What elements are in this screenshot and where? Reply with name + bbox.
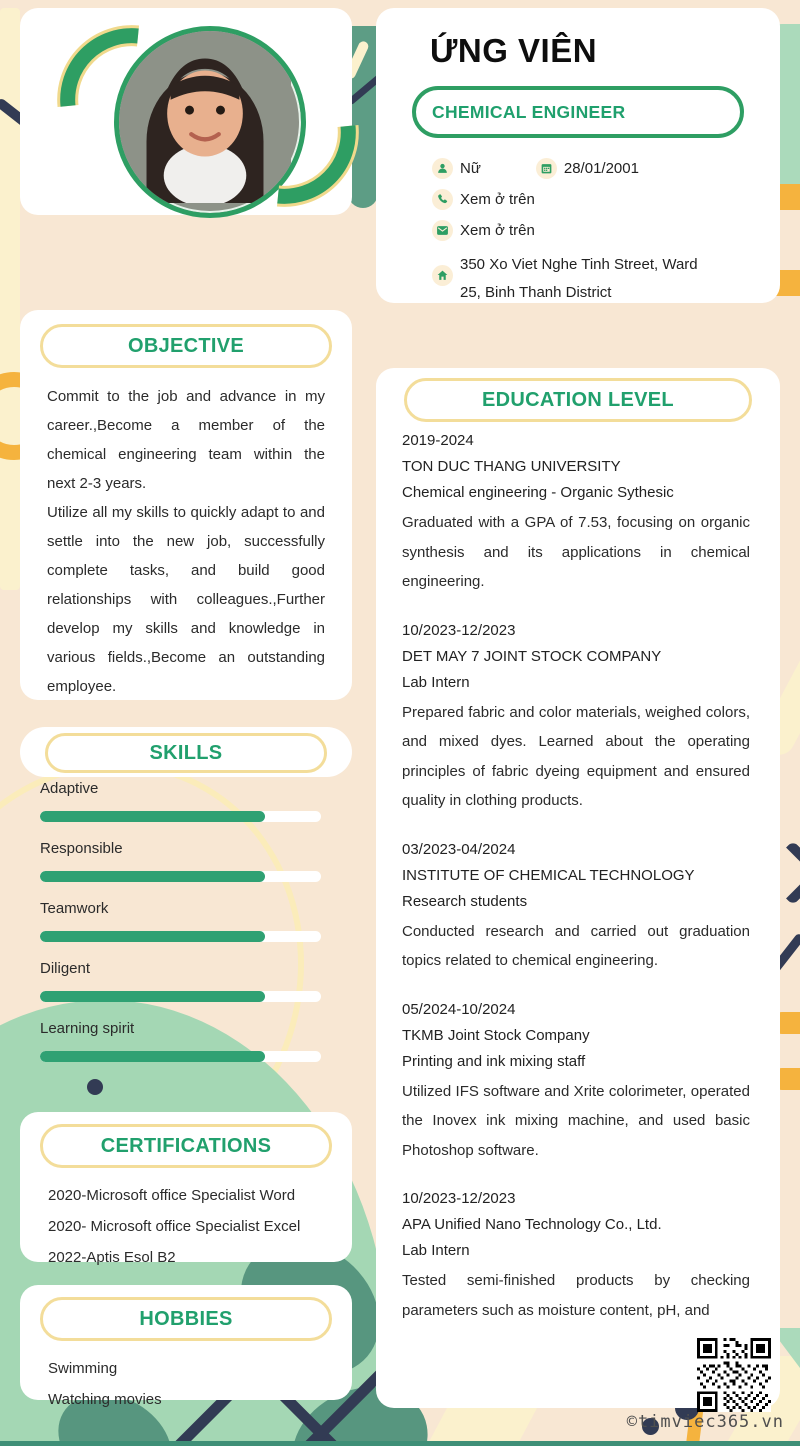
skill-label: Adaptive [40, 780, 99, 797]
skill-item [20, 840, 352, 882]
education-organization: TON DUC THANG UNIVERSITY [402, 458, 621, 475]
phone-value: Xem ở trên [460, 191, 535, 208]
calendar-icon [536, 158, 557, 179]
education-role: Printing and ink mixing staff [402, 1052, 586, 1070]
education-list [376, 422, 780, 1325]
contact-info [432, 158, 780, 307]
education-organization: INSTITUTE OF CHEMICAL TECHNOLOGY [402, 866, 695, 884]
skill-item [20, 900, 352, 942]
qr-code [697, 1338, 771, 1412]
education-organization: TKMB Joint Stock Company [402, 1026, 590, 1044]
objective-paragraph: Utilize all my skills to quickly adapt to and settle into the new job, successfully complete tasks, and build good relationships with colleagues.,Further develop my skills and knowledge in various fields.,Become an outstanding employee. [47, 504, 325, 695]
education-role: Lab Intern [402, 673, 470, 691]
birthday-group [536, 158, 639, 179]
skill-progress-track [40, 811, 321, 822]
skill-label: Diligent [40, 960, 91, 977]
skill-label: Learning spirit [40, 1020, 135, 1037]
education-period: 05/2024-10/2024 [402, 1000, 516, 1018]
photo-frame-arc-top-left [56, 24, 144, 112]
education-role: Chemical engineering - Organic Sythesic [402, 484, 674, 501]
skill-progress-track [40, 1051, 321, 1062]
skill-progress-track [40, 991, 321, 1002]
skill-progress-fill [40, 1051, 265, 1062]
education-period: 10/2023-12/2023 [402, 1190, 516, 1207]
education-description: Utilized IFS software and Xrite colorimeter, operated the Inovex ink mixing machine, and used basic Photoshop software. [402, 1082, 750, 1159]
person-icon [432, 158, 453, 179]
education-description: Graduated with a GPA of 7.53, focusing on organic synthesis and its applications in chemical engineering. [402, 514, 750, 590]
certification-item: 2020-Microsoft office Specialist Word [48, 1187, 296, 1204]
email-icon [432, 220, 453, 241]
watermark: ©timviec365.vn [626, 1412, 784, 1432]
skill-label: Teamwork [40, 900, 109, 917]
contact-row-address [432, 251, 780, 307]
skills-header-pill [45, 733, 327, 773]
photo-frame-arc-bottom-right [272, 120, 360, 208]
decor-bottom-strip [0, 1441, 800, 1446]
objective-title: OBJECTIVE [127, 334, 245, 357]
candidate-name: ỨNG VIÊN [430, 32, 598, 69]
education-entry [402, 428, 750, 597]
skill-item [20, 960, 352, 1002]
address-value: 350 Xo Viet Nghe Tinh Street, Ward 25, Binh Thanh District [460, 256, 698, 301]
certifications-header-pill [40, 1124, 332, 1168]
education-title: EDUCATION LEVEL [482, 388, 674, 411]
education-description: Prepared fabric and color materials, weighed colors, and mixed dyes. Learned about the operating principles of fabric dyeing equipment and ensured quality in clothing products. [402, 703, 750, 809]
hobbies-section [20, 1285, 352, 1408]
skills-list [20, 780, 352, 1080]
skill-progress-track [40, 871, 321, 882]
decor-left-bar [0, 8, 20, 590]
job-title-pill [412, 86, 744, 138]
header-card [376, 8, 780, 303]
objective-paragraph: Commit to the job and advance in my career.,Become a member of the chemical engineering team within the next 2-3 years. [47, 388, 325, 492]
education-entry [402, 997, 750, 1166]
education-description: Conducted research and carried out graduation topics related to chemical engineering. [402, 922, 750, 969]
education-role: Lab Intern [402, 1242, 470, 1259]
objective-body [20, 368, 352, 701]
contact-row-phone [432, 189, 780, 210]
gender-value: Nữ [460, 160, 481, 177]
education-period: 03/2023-04/2024 [402, 840, 516, 858]
education-role: Research students [402, 892, 528, 910]
hobbies-title: HOBBIES [139, 1307, 233, 1330]
education-period: 10/2023-12/2023 [402, 621, 516, 639]
decor-navy-dot [87, 1079, 103, 1095]
education-entry [402, 618, 750, 816]
education-entry [402, 837, 750, 976]
contact-row-email [432, 220, 780, 241]
skill-progress-fill [40, 871, 265, 882]
hobbies-header-pill [40, 1297, 332, 1341]
skills-header [20, 727, 352, 777]
phone-icon [432, 189, 453, 210]
education-header-pill [404, 378, 752, 422]
certifications-list [20, 1168, 352, 1273]
education-organization: APA Unified Nano Technology Co., Ltd. [402, 1216, 662, 1233]
home-icon [432, 265, 453, 286]
hobby-item: Watching movies [48, 1391, 162, 1408]
hobbies-list [20, 1341, 352, 1415]
contact-row-gender-birthday [432, 158, 780, 179]
birthday-value: 28/01/2001 [563, 160, 639, 177]
skill-progress-track [40, 931, 321, 942]
job-title: CHEMICAL ENGINEER [432, 101, 626, 122]
certification-item: 2022-Aptis Esol B2 [48, 1249, 176, 1266]
objective-section [20, 310, 352, 700]
education-organization: DET MAY 7 JOINT STOCK COMPANY [402, 647, 662, 665]
certifications-section [20, 1112, 352, 1266]
certification-item: 2020- Microsoft office Specialist Excel [48, 1218, 301, 1235]
skill-progress-fill [40, 991, 265, 1002]
education-section [376, 368, 780, 1408]
hobby-item: Swimming [48, 1360, 118, 1377]
objective-header-pill [40, 324, 332, 368]
certifications-title: CERTIFICATIONS [100, 1134, 272, 1157]
skill-item [20, 1020, 352, 1062]
photo-card [20, 8, 352, 215]
skill-item [20, 780, 352, 822]
skill-progress-fill [40, 811, 265, 822]
education-period: 2019-2024 [402, 432, 474, 449]
education-entry [402, 1186, 750, 1325]
education-description: Tested semi-finished products by checking parameters such as moisture content, pH, and [402, 1272, 750, 1319]
skills-title: SKILLS [149, 741, 223, 764]
skill-progress-fill [40, 931, 265, 942]
skill-label: Responsible [40, 840, 123, 857]
email-value: Xem ở trên [460, 222, 535, 239]
portrait-placeholder [119, 31, 291, 203]
